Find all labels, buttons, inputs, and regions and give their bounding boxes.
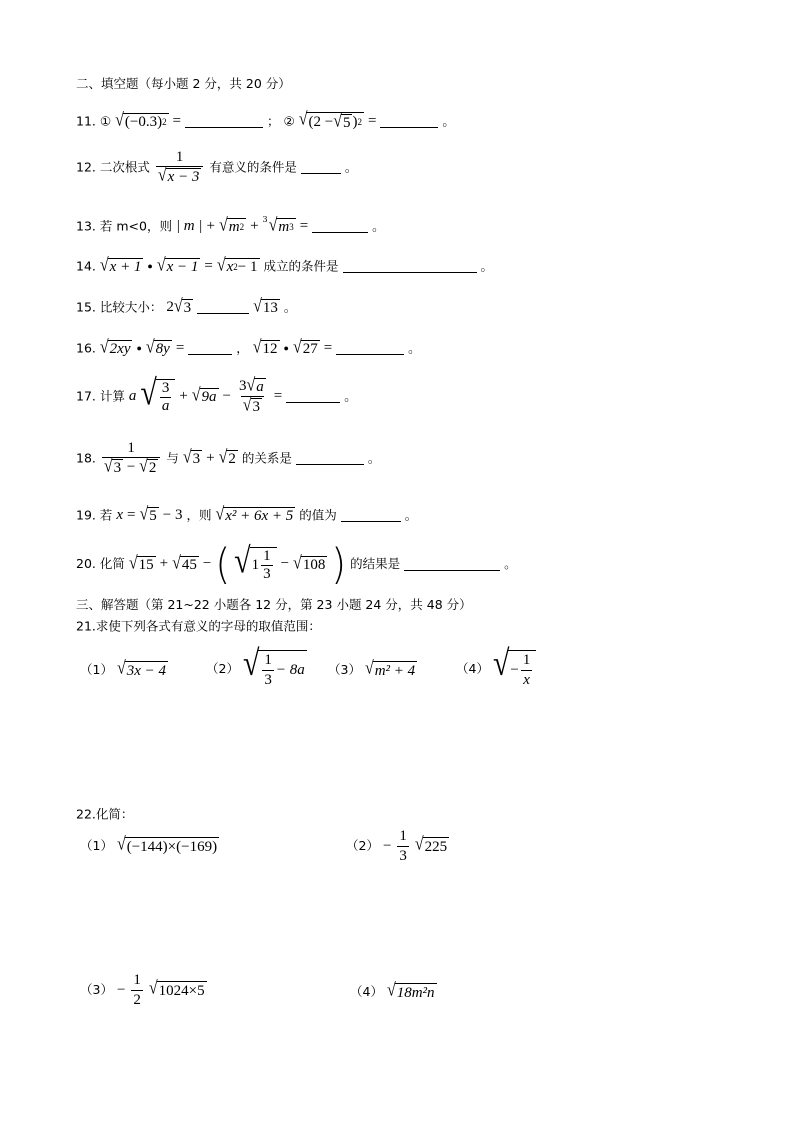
q21-part-3: （3） √ m² + 4 [328, 658, 416, 679]
answer-blank [197, 301, 249, 314]
q22-part-1: （1） √ (−144)×(−169) [80, 834, 218, 855]
q22-part-4: （4） √ 18m²n [350, 980, 435, 1001]
circle-2-label: ② [283, 113, 295, 129]
answer-blank [188, 342, 232, 355]
question-number: 16. [76, 340, 96, 356]
section-3-title: 三、解答题（第 21~22 小题各 12 分，第 23 小题 24 分，共 48 分） [76, 597, 472, 612]
question-number: 21. [76, 618, 96, 634]
answer-blank [286, 390, 340, 403]
circle-1-label: ① [99, 113, 112, 129]
question-11: 11. ① √ (−0.3) 2 = ； ② √ (2 − √ 5 ) 2 = 。 [76, 109, 455, 132]
left-paren: ( [215, 539, 231, 589]
right-paren: ) [331, 539, 347, 589]
question-number: 14. [76, 258, 96, 274]
question-22-stem: 22.化简： [76, 806, 134, 822]
question-number: 22. [76, 806, 96, 822]
question-number: 18. [76, 450, 96, 466]
q21-part-4: （4） √ − $\frac{1}{x}$ [456, 650, 536, 689]
q21-part-1: （1） √ 3x − 4 [80, 658, 166, 679]
q22-part-3: （3） − $\frac{1}{2}$ √ 1024×5 [80, 972, 205, 1008]
question-18: 18. 1 √ 3 − √ 2 与 √ 3 + √ 2 的关系是 。 [76, 440, 381, 477]
sqrt-expression: √ (−0.3) 2 [115, 110, 167, 131]
question-number: 17. [76, 388, 96, 404]
answer-blank [341, 509, 401, 522]
q22-part-2: （2） − $\frac{1}{3}$ √ 225 [346, 828, 448, 864]
question-17: 17. 计算 a √ $\frac{3}{a}$ + √ 9a − 3 √ a √ 3 = 。 [76, 373, 357, 416]
answer-blank [380, 115, 438, 128]
question-number: 19. [76, 507, 96, 523]
sqrt-expression: √ (2 − √ 5 ) 2 [298, 109, 362, 132]
question-21-stem: 21.求使下列各式有意义的字母的取值范围： [76, 618, 321, 634]
question-number: 13. [76, 218, 96, 234]
question-16: 16. √ 2xy ● √ 8y = ， √ 12 ● √ 27 = 。 [76, 337, 421, 358]
q21-part-2: （2） √ $\frac{1}{3}$ − 8a [206, 643, 305, 688]
question-number: 12. [76, 159, 96, 175]
answer-blank [343, 260, 477, 273]
question-number: 15. [76, 299, 96, 315]
question-13: 13. 若 m<0，则 | m | + √ m 2 + $^3$ √ m 3 = 。 [76, 215, 385, 236]
answer-blank [301, 161, 341, 174]
answer-blank [185, 115, 263, 128]
question-20: 20. 化简 √ 15 + √ 45 − ( √ 1 $\frac{1}{3}$ − √ 108 ) 的结果是 。 [76, 539, 517, 589]
question-14: 14. √ x + 1 ● √ x − 1 = √ x 2 − 1 成立的条件是 。 [76, 255, 493, 276]
question-19: 19. 若 x = √ 5 − 3 ，则 √ x² + 6x + 5 的值为 。 [76, 504, 418, 525]
answer-blank [336, 342, 404, 355]
answer-blank [312, 220, 368, 233]
question-number: 11. [76, 113, 96, 129]
answer-blank [296, 452, 364, 465]
question-15: 15. 比较大小： 2 √ 3 √ 13 。 [76, 296, 297, 317]
section-2-title: 二、填空题（每小题 2 分，共 20 分） [76, 76, 291, 91]
fraction: 1 √ x − 3 [156, 150, 204, 185]
question-number: 20. [76, 555, 96, 571]
question-12: 12. 二次根式 1 √ x − 3 有意义的条件是 。 [76, 149, 358, 186]
answer-blank [404, 558, 500, 571]
